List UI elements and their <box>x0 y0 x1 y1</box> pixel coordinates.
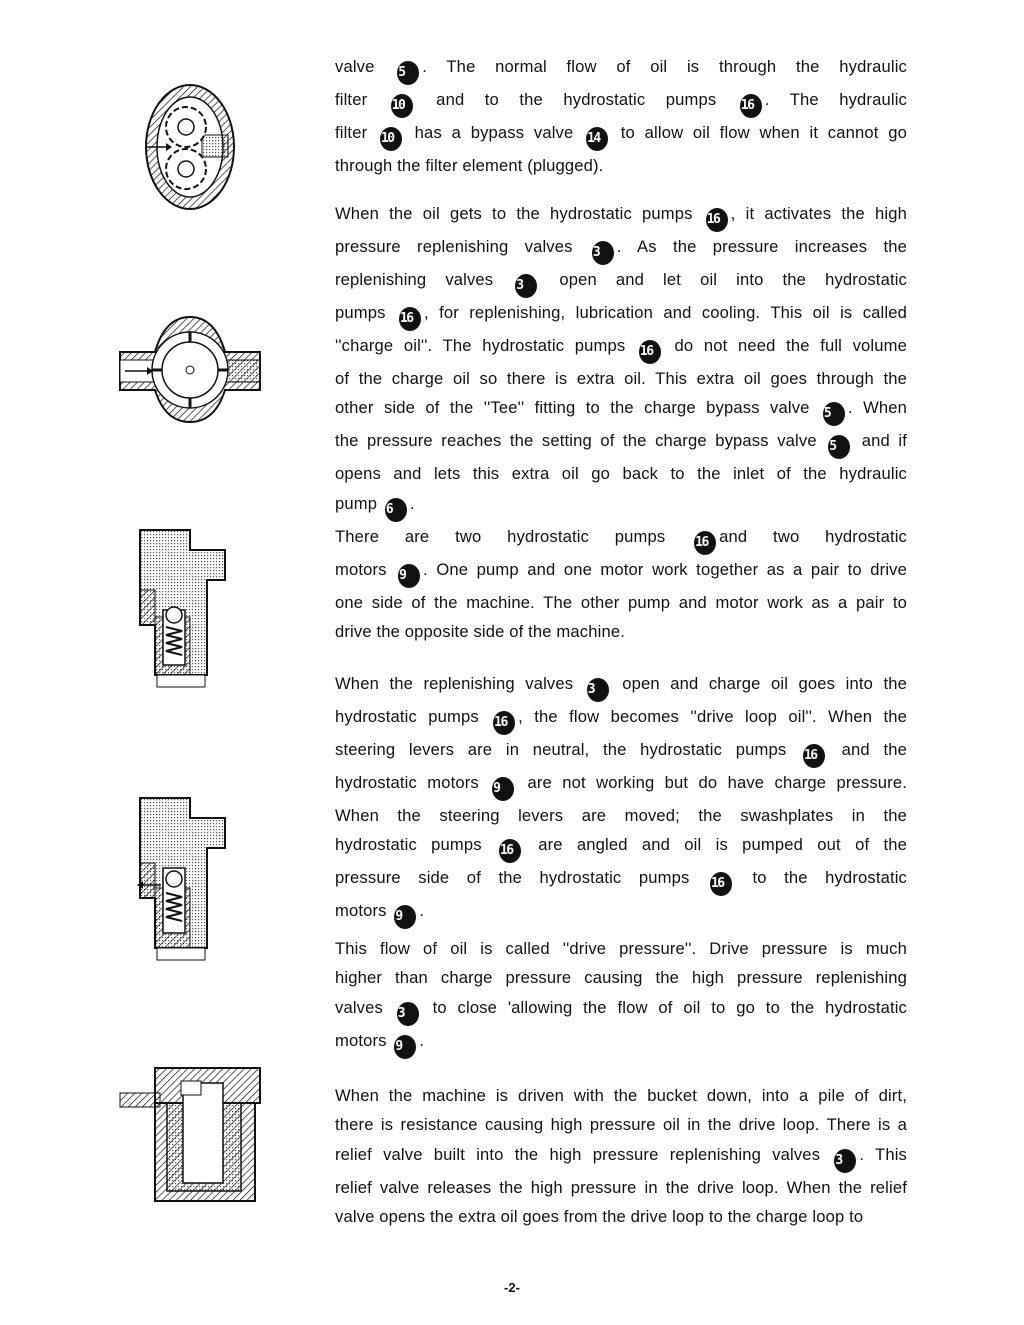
text-line <box>335 118 907 151</box>
reference-number-badge: 10 <box>380 127 402 151</box>
reference-number-badge: 16 <box>639 340 661 364</box>
text-line <box>335 364 907 393</box>
text-segment: hydrostatic motors <box>335 773 490 792</box>
text-line <box>335 1110 907 1139</box>
text-segment: filter <box>335 90 388 109</box>
text-line <box>335 702 907 735</box>
text-segment: pumps <box>335 303 396 322</box>
text-column <box>335 934 907 1059</box>
text-line <box>335 393 907 426</box>
text-segment: drive the opposite side of the machine. <box>335 622 625 642</box>
text-line <box>335 768 907 801</box>
text-segment: replenishing valves <box>335 270 513 289</box>
text-segment: When the machine is driven with the bucket down, into a pile of dirt, <box>335 1086 907 1105</box>
reference-number-badge: 16 <box>706 208 728 232</box>
text-segment: . When <box>847 398 908 418</box>
text-segment: When the replenishing valves <box>335 674 584 693</box>
reference-number-badge: 6 <box>385 498 407 522</box>
reference-number-badge: 5 <box>397 61 419 85</box>
hydraulic-filter-illustration <box>115 1063 265 1208</box>
text-segment: , it activates the high <box>730 204 907 223</box>
reference-number-badge: 3 <box>834 1149 856 1173</box>
reference-number-badge: 3 <box>587 678 609 702</box>
text-line <box>335 426 907 459</box>
reference-number-badge: 9 <box>394 905 416 929</box>
text-line <box>335 1202 907 1231</box>
text-line <box>335 459 907 488</box>
text-segment: has a bypass valve <box>404 123 584 142</box>
reference-number-badge: 16 <box>399 307 421 331</box>
text-column <box>335 522 907 647</box>
text-line <box>335 1140 907 1173</box>
text-segment: motors <box>335 1030 392 1050</box>
text-segment: pressure side of the hydrostatic pumps <box>335 868 707 888</box>
text-segment: valves <box>335 997 394 1017</box>
text-line <box>335 331 907 364</box>
text-line <box>335 1173 907 1202</box>
text-line <box>335 1081 907 1110</box>
reference-number-badge: 16 <box>493 711 515 735</box>
text-column <box>335 669 907 929</box>
text-line <box>335 863 907 896</box>
text-segment: motors <box>335 560 396 579</box>
text-segment: and if <box>853 431 907 451</box>
page-number: -2- <box>504 1280 520 1295</box>
vane-pump-illustration <box>115 312 265 427</box>
text-segment: pressure replenishing valves <box>335 237 589 256</box>
text-line <box>335 265 907 298</box>
replenishing-valve-closed-illustration <box>135 525 235 693</box>
text-segment: hydrostatic pumps <box>335 707 491 726</box>
paragraph-charge-oil <box>335 199 907 522</box>
text-segment: . <box>419 1030 425 1050</box>
text-segment: hydrostatic pumps <box>335 835 496 855</box>
text-column <box>335 1081 907 1232</box>
text-line <box>335 735 907 768</box>
text-line <box>335 617 907 646</box>
text-segment: pump <box>335 493 382 513</box>
text-segment: are angled and oil is pumped out of the <box>523 835 907 855</box>
reference-number-badge: 16 <box>499 839 521 863</box>
text-segment: and two hydrostatic <box>719 527 907 546</box>
text-segment: valve opens the extra oil goes from the drive loop to the charge loop to <box>335 1207 864 1227</box>
reference-number-badge: 10 <box>391 94 413 118</box>
text-segment: . One pump and one motor work together as a pair to drive <box>423 560 907 579</box>
text-segment: . The hydraulic <box>764 90 907 109</box>
text-line <box>335 489 907 522</box>
paragraph-relief-valve <box>335 1081 907 1232</box>
reference-number-badge: 16 <box>710 872 732 896</box>
reference-number-badge: 3 <box>515 274 537 298</box>
text-segment: to close 'allowing the flow of oil to go to the hydrostatic <box>421 997 907 1017</box>
text-segment: , for replenishing, lubrication and cooling. This oil is called <box>423 303 907 322</box>
paragraph-filter-flow <box>335 52 907 180</box>
text-segment: This flow of oil is called ''drive pressure''. Drive pressure is much <box>335 939 907 958</box>
text-line <box>335 199 907 232</box>
text-segment: open and charge oil goes into the <box>611 674 907 693</box>
text-line <box>335 934 907 963</box>
text-segment: motors <box>335 901 392 921</box>
text-segment: and the <box>827 740 907 759</box>
text-line <box>335 232 907 265</box>
reference-number-badge: 5 <box>823 402 845 426</box>
reference-number-badge: 5 <box>828 435 850 459</box>
text-segment: through the filter element (plugged). <box>335 156 604 175</box>
text-segment: There are two hydrostatic pumps <box>335 527 692 546</box>
text-segment: are not working but do have charge pressure. <box>517 773 907 792</box>
text-segment: of the charge oil so there is extra oil. This extra oil goes through the <box>335 369 907 388</box>
text-segment: one side of the machine. The other pump and motor work as a pair to <box>335 593 907 612</box>
reference-number-badge: 9 <box>394 1035 416 1059</box>
text-line <box>335 963 907 992</box>
text-segment: . <box>419 901 425 921</box>
text-segment: open and let oil into the hydrostatic <box>540 270 907 289</box>
replenishing-valve-open-illustration <box>135 793 235 968</box>
text-line <box>335 801 907 830</box>
text-segment: When the steering levers are moved; the swashplates in the <box>335 806 907 825</box>
text-segment: do not need the full volume <box>663 336 907 355</box>
text-segment: . As the pressure increases the <box>616 237 907 256</box>
text-segment: valve <box>335 57 395 76</box>
text-line <box>335 669 907 702</box>
text-column <box>335 199 907 522</box>
text-line <box>335 52 907 85</box>
text-segment: and to the hydrostatic pumps <box>415 90 737 109</box>
text-segment: other side of the ''Tee'' fitting to the charge bypass valve <box>335 398 820 418</box>
paragraph-drive-loop <box>335 669 907 929</box>
text-column <box>335 52 907 180</box>
reference-number-badge: 14 <box>586 127 608 151</box>
text-line <box>335 993 907 1026</box>
text-segment: When the oil gets to the hydrostatic pumps <box>335 204 703 223</box>
reference-number-badge: 3 <box>397 1002 419 1026</box>
paragraph-pumps-motors <box>335 522 907 647</box>
text-segment: . The normal flow of oil is through the hydraulic <box>422 57 908 76</box>
text-line <box>335 522 907 555</box>
reference-number-badge: 16 <box>803 744 825 768</box>
reference-number-badge: 9 <box>492 777 514 801</box>
paragraph-drive-pressure <box>335 934 907 1059</box>
text-line <box>335 555 907 588</box>
text-segment: there is resistance causing high pressure oil in the drive loop. There is a <box>335 1115 907 1135</box>
text-line <box>335 896 907 929</box>
text-line <box>335 588 907 617</box>
text-line <box>335 151 907 180</box>
text-line <box>335 298 907 331</box>
reference-number-badge: 9 <box>398 564 420 588</box>
text-segment: , the flow becomes ''drive loop oil''. When the <box>518 707 907 726</box>
text-segment: to allow oil flow when it cannot go <box>611 123 907 142</box>
text-line <box>335 1026 907 1059</box>
text-segment: filter <box>335 123 377 142</box>
text-segment: opens and lets this extra oil go back to the inlet of the hydraulic <box>335 464 907 484</box>
text-segment: relief valve releases the high pressure in the drive loop. When the relief <box>335 1177 907 1197</box>
reference-number-badge: 16 <box>694 531 716 555</box>
text-segment: . <box>409 493 415 513</box>
reference-number-badge: 16 <box>740 94 762 118</box>
text-segment: . This <box>859 1144 907 1164</box>
reference-number-badge: 3 <box>592 241 614 265</box>
text-segment: relief valve built into the high pressure replenishing valves <box>335 1144 832 1164</box>
text-line <box>335 85 907 118</box>
text-line <box>335 830 907 863</box>
text-segment: the pressure reaches the setting of the charge bypass valve <box>335 431 826 451</box>
text-segment: ''charge oil''. The hydrostatic pumps <box>335 336 636 355</box>
text-segment: to the hydrostatic <box>734 868 907 888</box>
text-segment: steering levers are in neutral, the hydrostatic pumps <box>335 740 800 759</box>
text-segment: higher than charge pressure causing the high pressure replenishing <box>335 968 907 988</box>
gear-pump-illustration <box>140 80 240 215</box>
